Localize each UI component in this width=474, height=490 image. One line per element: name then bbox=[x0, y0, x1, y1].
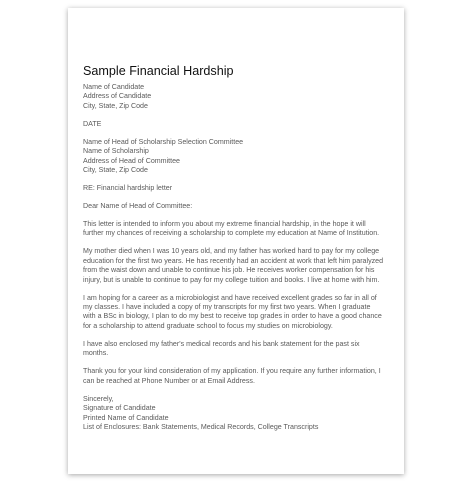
sender-address bbox=[83, 83, 393, 111]
sender-street: Address of Candidate bbox=[83, 92, 152, 101]
recipient-street: Address of Head of Committee bbox=[83, 156, 180, 165]
body-paragraph-2 bbox=[83, 247, 393, 285]
closing-printed-name: Printed Name of Candidate bbox=[83, 413, 169, 422]
body-paragraph-5 bbox=[83, 367, 393, 386]
paragraph-line: can be reached at Phone Number or at Email Address. bbox=[83, 376, 255, 385]
paragraph-line: my classes. I have included a copy of my transcripts for my first two years. When I graduate bbox=[83, 303, 371, 312]
paragraph-line: with a BSc in biology, I plan to do my best to receive top grades in order to have a good chance bbox=[83, 312, 382, 321]
paragraph-line: injury, but is unable to continue to pay for my college tuition and books. I live at home with him. bbox=[83, 275, 380, 284]
recipient-city: City, State, Zip Code bbox=[83, 166, 148, 175]
closing-sincerely: Sincerely, bbox=[83, 394, 114, 403]
subject-text: RE: Financial hardship letter bbox=[83, 184, 173, 193]
paragraph-line: My mother died when I was 10 years old, and my father has worked hard to pay for my college bbox=[83, 247, 380, 256]
paragraph-line: education for the first two years. He has recently had an accident at work that left him paralyzed bbox=[83, 256, 384, 265]
salutation-text: Dear Name of Head of Committee: bbox=[83, 202, 193, 211]
closing-signature: Signature of Candidate bbox=[83, 404, 156, 413]
paragraph-line: for a scholarship to attend graduate school to focus my studies on microbiology. bbox=[83, 321, 333, 330]
closing bbox=[83, 395, 393, 433]
paragraph-line: I have also enclosed my father's medical records and his bank statement for the past six bbox=[83, 339, 360, 348]
document-title: Sample Financial Hardship bbox=[83, 64, 234, 78]
date-text: DATE bbox=[83, 119, 102, 128]
paragraph-line: from the waist down and unable to continue his job. He receives worker compensation for his bbox=[83, 266, 375, 275]
recipient-name: Name of Head of Scholarship Selection Committee bbox=[83, 137, 244, 146]
paragraph-line: This letter is intended to inform you about my extreme financial hardship, in the hope it will bbox=[83, 220, 366, 229]
salutation bbox=[83, 202, 393, 211]
subject-line bbox=[83, 184, 393, 193]
paragraph-line: I am hoping for a career as a microbiologist and have received excellent grades so far in all of bbox=[83, 293, 377, 302]
sender-city: City, State, Zip Code bbox=[83, 101, 148, 110]
letter-content bbox=[83, 64, 393, 441]
body-paragraph-1 bbox=[83, 220, 393, 239]
paragraph-line: further my chances of receiving a scholarship to complete my education at Name of Institution. bbox=[83, 229, 380, 238]
recipient-address bbox=[83, 138, 393, 176]
paragraph-line: months. bbox=[83, 349, 109, 358]
letter-date bbox=[83, 120, 393, 129]
recipient-scholarship: Name of Scholarship bbox=[83, 147, 149, 156]
body-paragraph-4 bbox=[83, 340, 393, 359]
paragraph-line: Thank you for your kind consideration of my application. If you require any further information, I bbox=[83, 367, 381, 376]
closing-enclosures: List of Enclosures: Bank Statements, Medical Records, College Transcripts bbox=[83, 422, 319, 431]
body-paragraph-3 bbox=[83, 294, 393, 332]
sender-name: Name of Candidate bbox=[83, 83, 145, 91]
